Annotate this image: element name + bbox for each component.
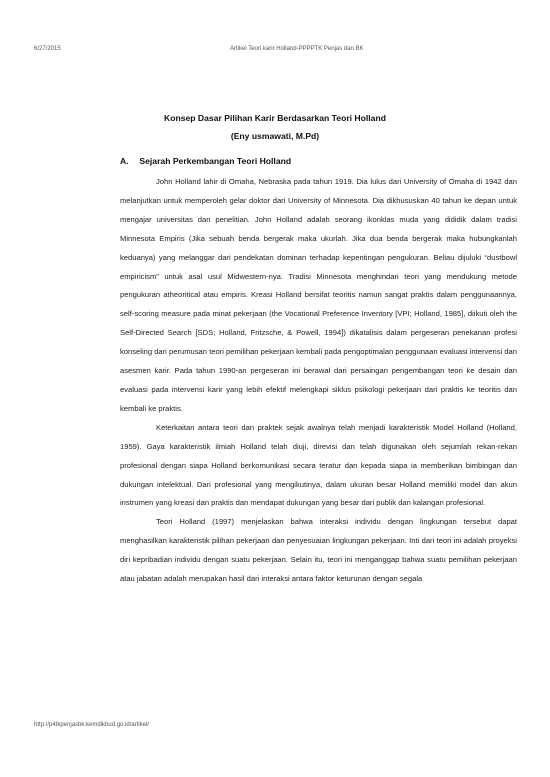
section-number: A. [120, 156, 129, 166]
section-title: Sejarah Perkembangan Teori Holland [139, 156, 292, 166]
paragraph-3: Teori Holland (1997) menjelaskan bahwa interaksi individu dengan lingkungan tersebut dapat menghasilkan karakteristik pilihan pekerjaan dan penyesuaian lingkungan pekerjaan. Inti dari teori ini adalah proyeksi diri kepribadian individu dengan suatu pekerjaan. Selain itu, teori ini menganggap bahwa suatu pemilihan pekerjaan atau jabatan adalah merupakan hasil dari interaksi antara faktor keturunan dengan segala [120, 517, 517, 584]
header-date: 6/27/2015 [34, 46, 61, 52]
section-heading [120, 156, 291, 166]
header-running-title: Artikel Teori karir Holland-PPPPTK Penjas dan BK [230, 46, 364, 52]
paragraph-2: Keterkaitan antara teori dan praktek sejak awalnya telah menjadi karakteristik Model Holland (Holland, 1959). Gaya karakteristik ilmiah Holland telah diuji, direvisi dan telah digunakan oleh sejumlah rekan-rekan profesional dengan siapa Holland berkomunikasi secara teratur dan kepada siapa ia memberikan bimbingan dan dukungan intelektual. Dari profesional yang mengikutinya, dalam ukuran besar Holland memiliki model dan akun instrumen yang kreasi dan praktis dan mendapat dukungan yang besar dari publik dan kalangan profesional. [120, 422, 517, 508]
footer-url: http://p4tkpenjasbk.kemdikbud.go.id/artikel/ [34, 722, 150, 728]
document-author: (Eny usmawati, M.Pd) [230, 131, 320, 141]
document-body [120, 173, 517, 589]
paragraph-1: John Holland lahir di Omaha, Nebraska pada tahun 1919. Dia lulus dari University of Omaha di 1942 dan melanjutkan untuk memperoleh gelar doktor dari University of Minnesota. Dia dikhususkan 40 tahun ke depan untuk mengajar universitas dan penelitian. John Holland adalah seorang ikonklas muda yang dididik dalam tradisi Minnesota Empiris (Jika sebuah benda bergerak maka ukurlah. Jika dua benda bergerak maka hubungkanlah keduanya) yang melanggar dari pendekatan dominan terhadap kepentingan pengukuran. Beliau dijuluki “dustbowl empiricism” untuk asal usul Midwestern-nya. Tradisi Minnesota menghindari teori yang mendukung metode pengukuran atheoritical atau empiris. Kreasi Holland bersifat teoritis namun sangat praktis dalam penggunaannya, self-scoring measure pada minat pekerjaan (the Vocational Preference Inventory [VPI; Holland, 1985], diikuti oleh the Self-Directed Search [SDS; Holland, Fritzsche, & Powell, 1994]) dikatalisis dalam pergeseran penekanan profesi konseling dari perumusan teori pemilihan pekerjaan kembali pada pengoptimalan penggunaan evaluasi intervensi dan asesmen karir. Pada tahun 1990-an pergeseran ini berawal dari persaingan pengembangan teori ke desain dan evaluasi pada intervensi karir yang lebih efektif melengkapi siklus psikologi pekerjaan dari praktis ke teoritis dan kembali ke praktis. [120, 177, 517, 413]
document-title: Konsep Dasar Pilihan Karir Berdasarkan Teori Holland [164, 113, 386, 123]
